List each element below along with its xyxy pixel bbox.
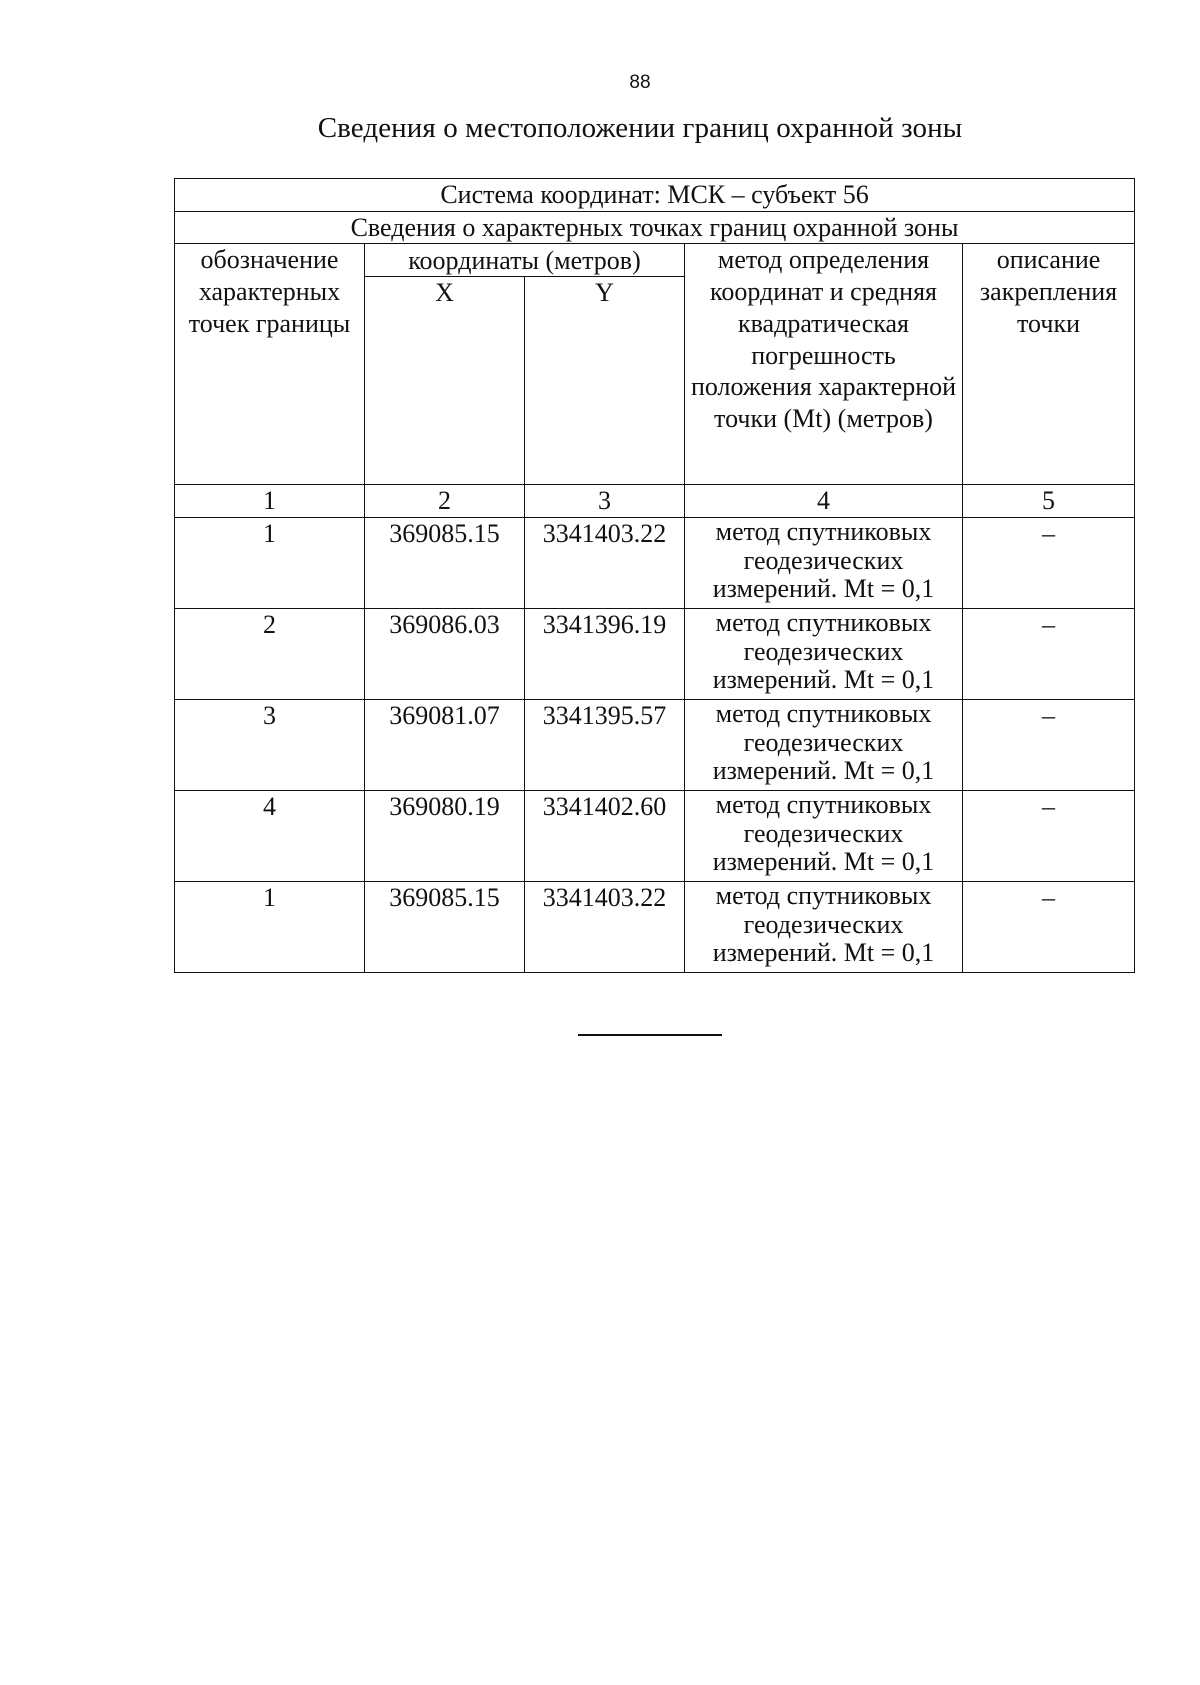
table-row: [175, 882, 1135, 973]
page-number: 88: [629, 72, 651, 93]
column-number: 5: [963, 485, 1135, 518]
coordinate-y: 3341402.60: [525, 791, 685, 882]
description-cell: –: [963, 518, 1135, 609]
description-cell: –: [963, 609, 1135, 700]
header-row: [175, 244, 1135, 277]
coordinate-x: 369081.07: [365, 700, 525, 791]
column-number: 4: [685, 485, 963, 518]
description-cell: –: [963, 700, 1135, 791]
coordinate-y: 3341395.57: [525, 700, 685, 791]
description-cell: –: [963, 882, 1135, 973]
point-number: 2: [175, 609, 365, 700]
column-number: 2: [365, 485, 525, 518]
header-description: описание закрепления точки: [963, 244, 1135, 485]
description-cell: –: [963, 791, 1135, 882]
coordinate-system-label: Система координат: МСК – субъект 56: [175, 179, 1135, 212]
coordinate-y: 3341403.22: [525, 882, 685, 973]
coordinate-y: 3341396.19: [525, 609, 685, 700]
point-number: 3: [175, 700, 365, 791]
method-cell: метод спутниковых геодезических измерений. Mt = 0,1: [685, 791, 963, 882]
document-title: Сведения о местоположении границ охранной зоны: [317, 112, 963, 144]
coordinates-table: [174, 178, 1135, 973]
point-number: 1: [175, 518, 365, 609]
column-number: 3: [525, 485, 685, 518]
method-cell: метод спутниковых геодезических измерений. Mt = 0,1: [685, 518, 963, 609]
header-method: метод определения координат и средняя квадратическая погрешность положения характерной точки (Mt) (метров): [685, 244, 963, 485]
header-y: Y: [525, 277, 685, 485]
coordinate-x: 369086.03: [365, 609, 525, 700]
coordinate-x: 369085.15: [365, 518, 525, 609]
table-row: [175, 791, 1135, 882]
column-numbers-row: [175, 485, 1135, 518]
header-x: X: [365, 277, 525, 485]
point-number: 4: [175, 791, 365, 882]
coordinate-x: 369080.19: [365, 791, 525, 882]
system-row: [175, 179, 1135, 212]
table-row: [175, 609, 1135, 700]
points-info-label: Сведения о характерных точках границ охранной зоны: [175, 211, 1135, 244]
coordinate-x: 369085.15: [365, 882, 525, 973]
coordinate-y: 3341403.22: [525, 518, 685, 609]
header-designation: обозначение характерных точек границы: [175, 244, 365, 485]
table-row: [175, 700, 1135, 791]
table-row: [175, 518, 1135, 609]
method-cell: метод спутниковых геодезических измерений. Mt = 0,1: [685, 700, 963, 791]
points-info-row: [175, 211, 1135, 244]
method-cell: метод спутниковых геодезических измерений. Mt = 0,1: [685, 882, 963, 973]
header-coordinates: координаты (метров): [365, 244, 685, 277]
point-number: 1: [175, 882, 365, 973]
column-number: 1: [175, 485, 365, 518]
end-divider: [578, 1034, 722, 1036]
method-cell: метод спутниковых геодезических измерений. Mt = 0,1: [685, 609, 963, 700]
